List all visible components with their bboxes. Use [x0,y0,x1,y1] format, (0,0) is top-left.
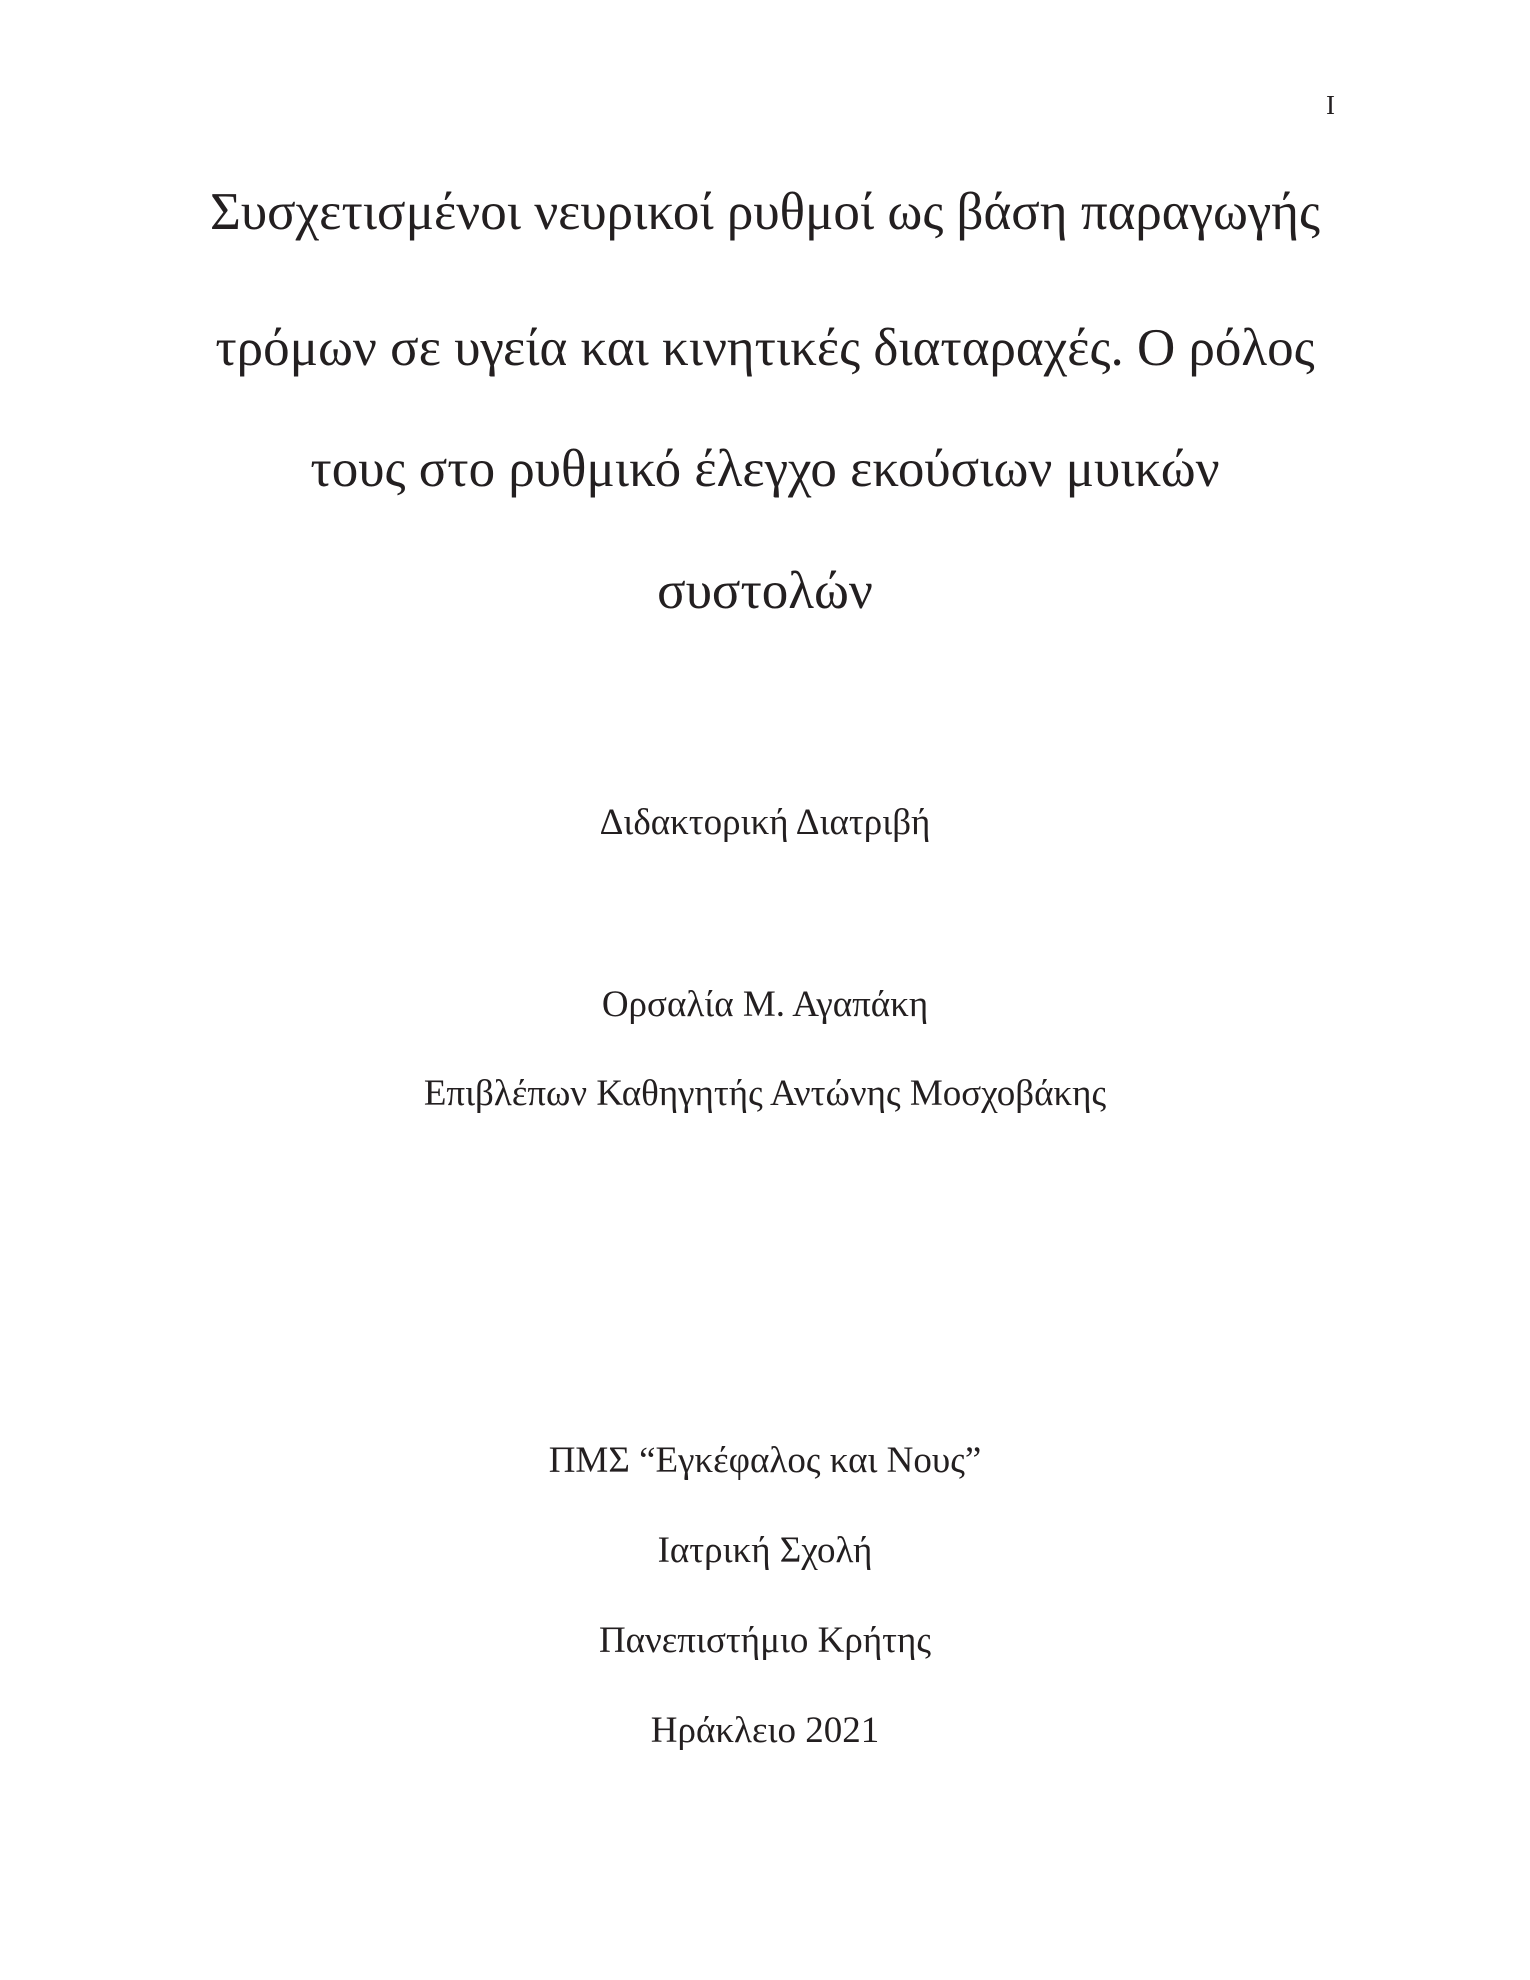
program-name: ΠΜΣ “Εγκέφαλος και Νους” [548,1440,982,1481]
supervisor-line: Επιβλέπων Καθηγητής Αντώνης Μοσχοβάκης [423,1073,1107,1114]
university-name: Πανεπιστήμιο Κρήτης [598,1620,932,1661]
author-name: Ορσαλία Μ. Αγαπάκη [601,984,929,1025]
title-line: τους στο ρυθμικό έλεγχο εκούσιων μυικών [310,440,1220,498]
page-number: I [1326,90,1335,120]
place-year: Ηράκλειο 2021 [650,1710,880,1751]
title-line: τρόμων σε υγεία και κινητικές διαταραχές. Ο ρόλος [215,319,1315,377]
title-line: Συσχετισμένοι νευρικοί ρυθμοί ως βάση παραγωγής [210,183,1320,241]
school-name: Ιατρική Σχολή [657,1530,873,1571]
document-type: Διδακτορική Διατριβή [599,802,931,843]
title-line: συστολών [657,562,873,620]
